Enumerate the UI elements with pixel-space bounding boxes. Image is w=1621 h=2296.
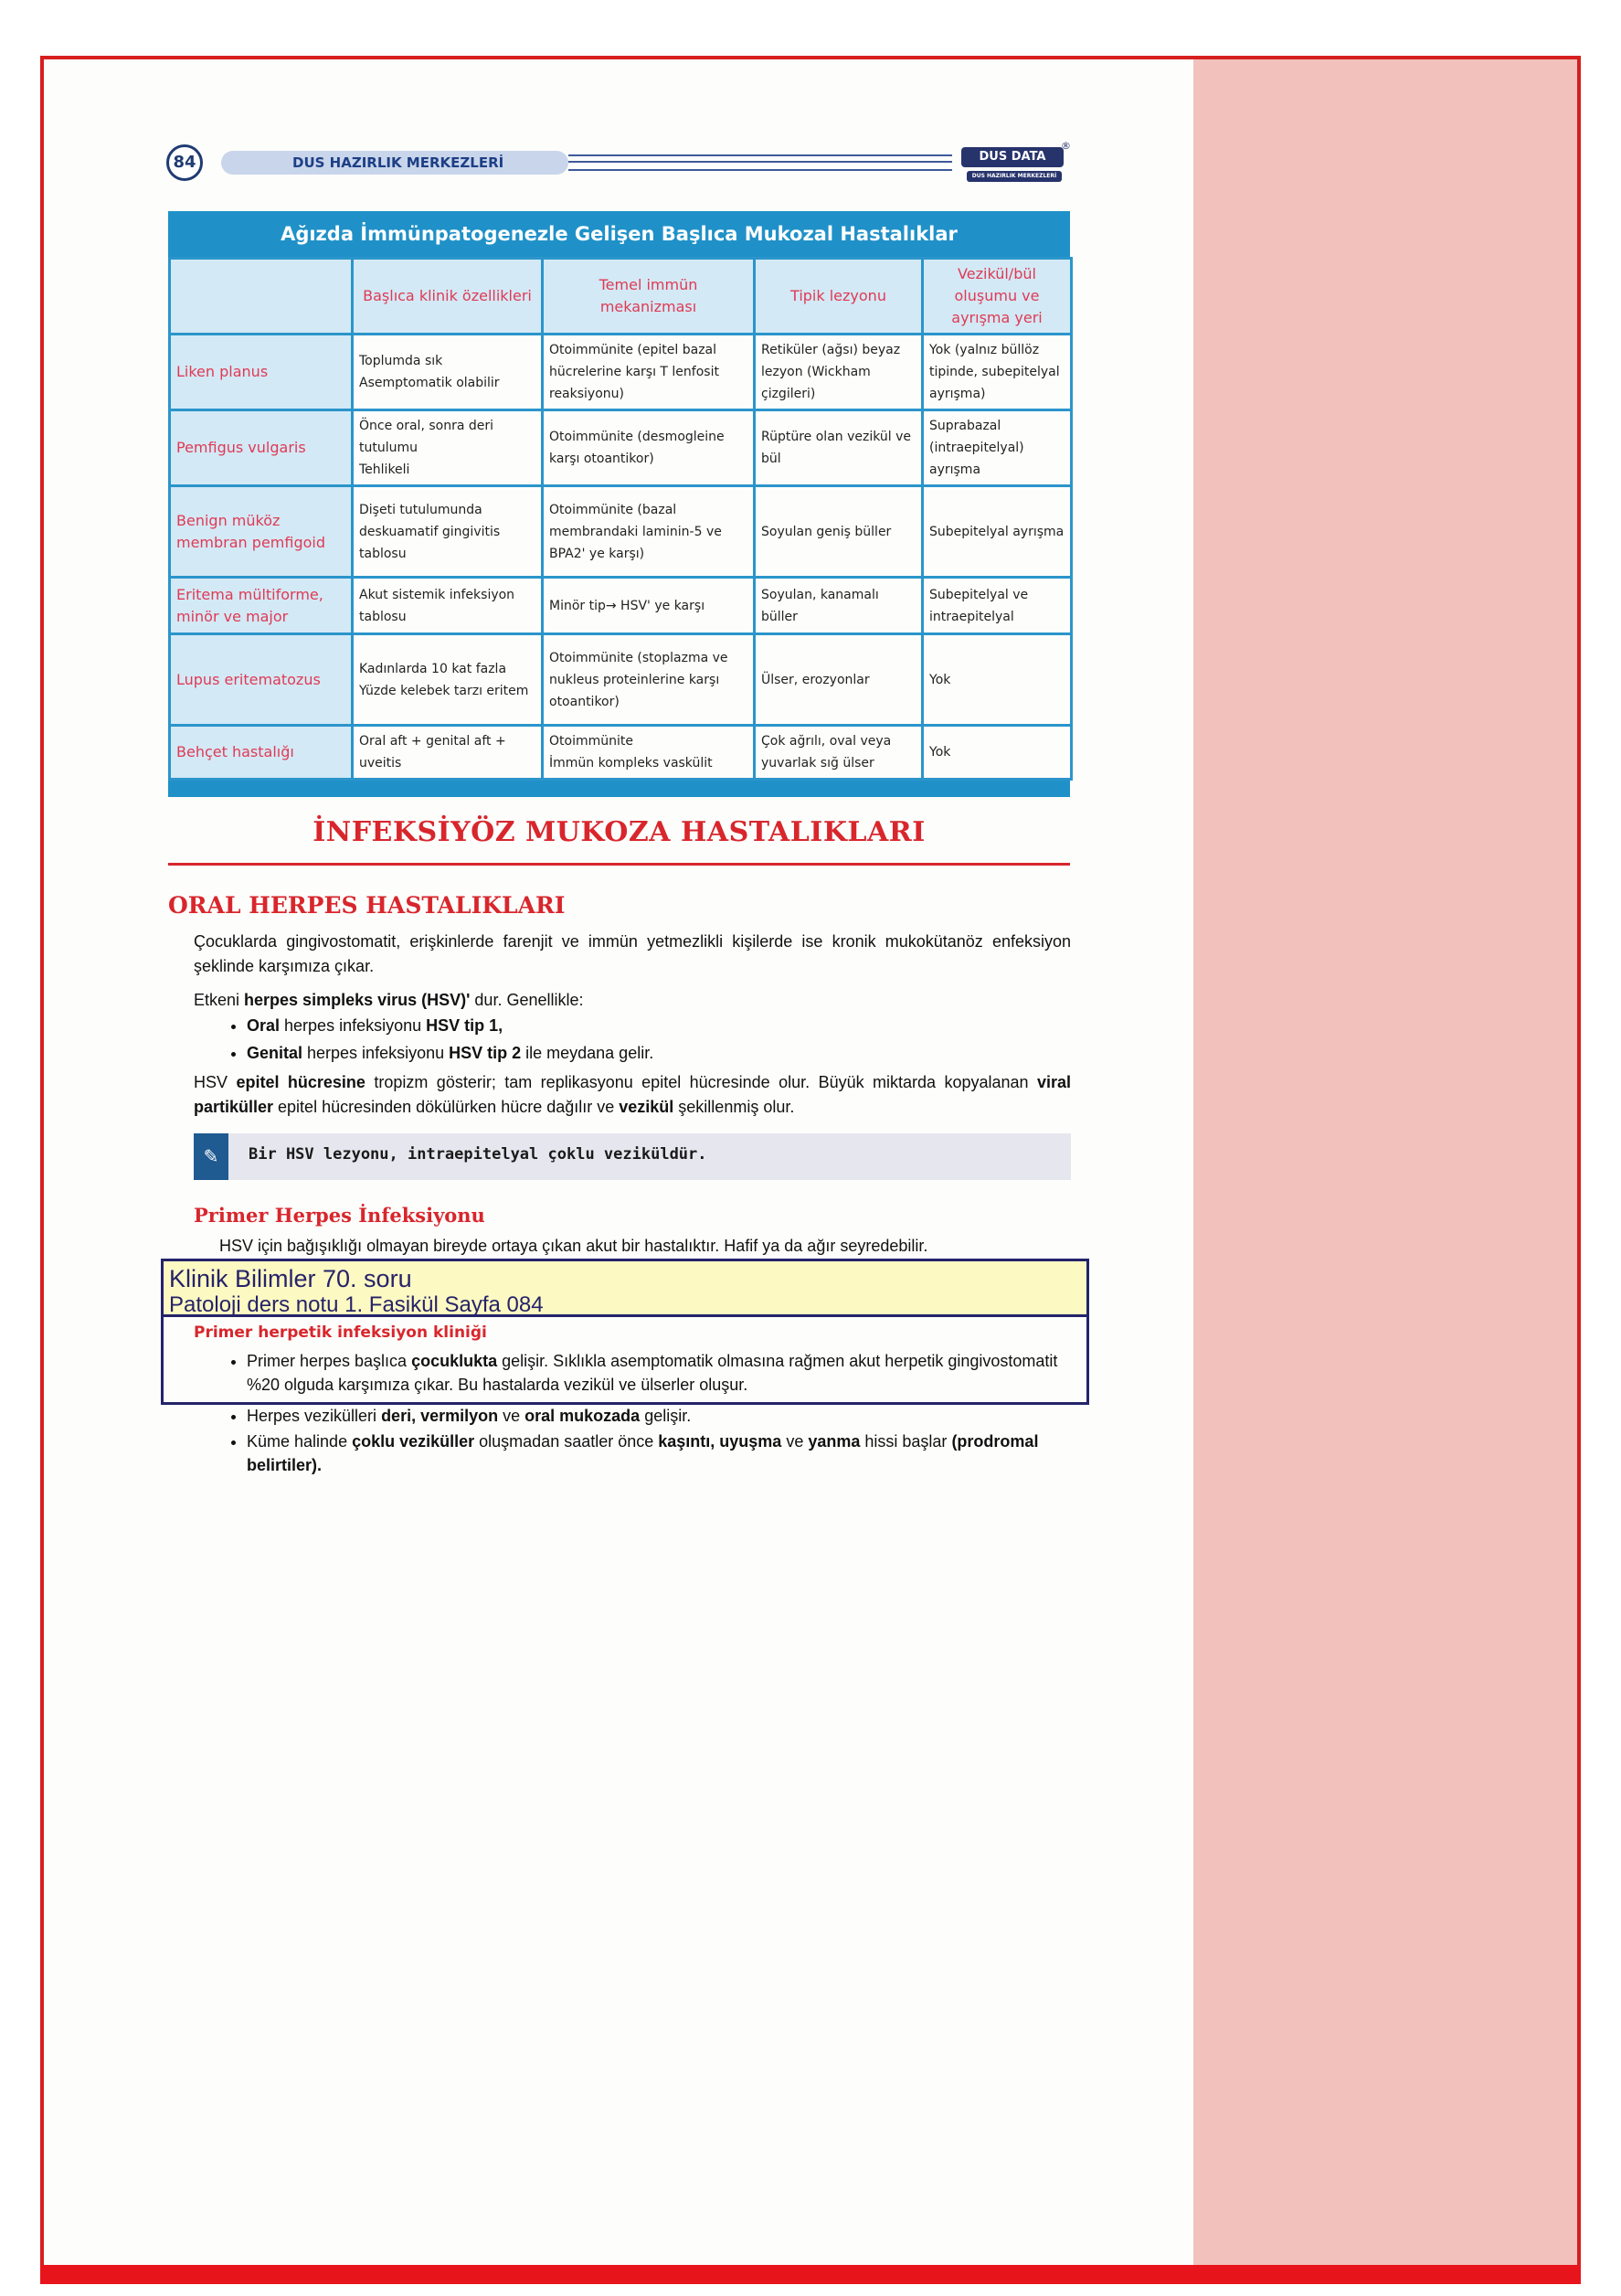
table-cell: Suprabazal (intraepitelyal) ayrışma <box>923 410 1072 486</box>
row-header-cell: Benign müköz membran pemfigoid <box>170 486 353 578</box>
table-row <box>170 726 1072 780</box>
text-span: Primer herpes başlıca <box>247 1352 412 1370</box>
note-text: Bir HSV lezyonu, intraepitelyal çoklu veziküldür. <box>249 1145 707 1164</box>
row-header-cell: Liken planus <box>170 335 353 410</box>
table-header-row <box>170 259 1072 335</box>
dusdata-logo <box>961 140 1071 187</box>
table-title: Ağızda İmmünpatogenezle Gelişen Başlıca Mukozal Hastalıklar <box>168 211 1070 257</box>
text-span: hissi başlar <box>860 1432 952 1451</box>
table-cell: Subepitelyal ayrışma <box>923 486 1072 578</box>
bold-span: viral partiküller <box>194 1073 1072 1116</box>
note-box <box>194 1133 1071 1180</box>
table-grid <box>168 257 1073 781</box>
etken-paragraph <box>194 988 1071 1013</box>
bold-span: oral mukozada <box>524 1407 641 1425</box>
table-cell: Yok <box>923 634 1072 726</box>
bold-span: epitel hücresine <box>236 1073 366 1091</box>
hsv-type-list <box>223 1012 1095 1067</box>
row-header-cell: Pemfigus vulgaris <box>170 410 353 486</box>
table-cell: Retiküler (ağsı) beyaz lezyon (Wickham çizgileri) <box>755 335 923 410</box>
table-cell: Otoimmünite (epitel bazal hücrelerine karşı T lenfosit reaksiyonu) <box>543 335 755 410</box>
klinik-heading: Primer herpetik infeksiyon kliniği <box>194 1323 487 1342</box>
list-item <box>247 1402 1095 1430</box>
table-cell: Rüptüre olan vezikül ve bül <box>755 410 923 486</box>
overlay-line1: Klinik Bilimler 70. soru <box>169 1265 412 1292</box>
table-cell: Subepitelyal ve intraepitelyal <box>923 578 1072 634</box>
table-cell: Dişeti tutulumunda deskuamatif gingivitis tablosu <box>353 486 543 578</box>
reference-overlay <box>161 1259 1089 1317</box>
list-item <box>247 1039 1095 1067</box>
logo-subtext: DUS HAZIRLIK MERKEZLERİ <box>967 171 1062 182</box>
registered-icon: ® <box>1061 140 1071 152</box>
disease-table <box>168 211 1070 797</box>
text-span: herpes infeksiyonu <box>280 1016 427 1035</box>
table-row <box>170 335 1072 410</box>
table-header-cell: Temel immün mekanizması <box>543 259 755 335</box>
bottom-bar <box>40 2265 1581 2284</box>
main-heading: İNFEKSİYÖZ MUKOZA HASTALIKLARI <box>313 816 926 848</box>
bold-span: deri, vermilyon <box>381 1407 499 1425</box>
text-span: Etkeni <box>194 991 245 1009</box>
text-span: ve <box>498 1407 525 1425</box>
table-cell: Otoimmünite (stoplazma ve nukleus proteinlerine karşı otoantikor) <box>543 634 755 726</box>
text-span: Küme halinde <box>247 1432 353 1451</box>
table-header-cell: Tipik lezyonu <box>755 259 923 335</box>
bold-span: kaşıntı, uyuşma <box>658 1432 782 1451</box>
text-span: epitel hücresinden dökülürken hücre dağılır ve <box>273 1098 620 1116</box>
text-span: tropizm gösterir; tam replikasyonu epitel hücresinde olur. Büyük miktarda kopyalanan <box>365 1073 1037 1091</box>
bold-span: vezikül <box>619 1098 674 1116</box>
side-panel <box>1193 59 1577 2265</box>
intro-paragraph: Çocuklarda gingivostomatit, erişkinlerde farenjit ve immün yetmezlikli kişilerde ise kronik mukokütanöz enfeksiyon şeklinde karşımıza çıkar. <box>194 932 1071 975</box>
table-cell: Akut sistemik infeksiyon tablosu <box>353 578 543 634</box>
table-header-cell: Vezikül/bül oluşumu ve ayrışma yeri <box>923 259 1072 335</box>
row-header-cell: Behçet hastalığı <box>170 726 353 780</box>
clinic-list <box>223 1349 1095 1477</box>
sub-heading: ORAL HERPES HASTALIKLARI <box>168 892 566 919</box>
primer-paragraph: HSV için bağışıklığı olmayan bireyde ortaya çıkan akut bir hastalıktır. Hafif ya da ağır seyredebilir. <box>219 1237 928 1255</box>
text-span: HSV <box>194 1073 237 1091</box>
text-span: ve <box>781 1432 809 1451</box>
table-header-cell: Başlıca klinik özellikleri <box>353 259 543 335</box>
text-span: Herpes vezikülleri <box>247 1407 382 1425</box>
text-span: herpes infeksiyonu <box>302 1044 450 1062</box>
text-span: gelişir. <box>640 1407 692 1425</box>
table-row <box>170 486 1072 578</box>
bold-span: Oral <box>247 1016 281 1035</box>
table-footer-bar <box>168 781 1070 797</box>
pen-icon: ✎ <box>194 1133 228 1180</box>
bold-span: HSV tip 1, <box>426 1016 503 1035</box>
header-title: DUS HAZIRLIK MERKEZLERİ <box>292 154 504 171</box>
primer-heading: Primer Herpes İnfeksiyonu <box>194 1204 485 1227</box>
table-cell: Ülser, erozyonlar <box>755 634 923 726</box>
heading-rule <box>168 863 1070 866</box>
page-number: 84 <box>166 144 203 181</box>
list-item <box>247 1430 1095 1477</box>
table-header-cell <box>170 259 353 335</box>
table-cell: Otoimmünite (bazal membrandaki laminin-5 ve BPA2' ye karşı) <box>543 486 755 578</box>
table-cell: Önce oral, sonra deri tutulumu Tehlikeli <box>353 410 543 486</box>
bold-span: HSV tip 2 <box>449 1044 522 1062</box>
bold-span: Genital <box>247 1044 303 1062</box>
tropism-paragraph <box>194 1070 1071 1120</box>
bold-span: çoklu veziküller <box>352 1432 475 1451</box>
text-span: oluşmadan saatler önce <box>474 1432 659 1451</box>
table-cell: Kadınlarda 10 kat fazla Yüzde kelebek tarzı eritem <box>353 634 543 726</box>
text-span: gelişir. Sıklıkla asemptomatik olmasına rağmen akut herpetik gingivostomatit %20 olguda karşımıza çıkar. Bu hastalarda vezikül ve ülserler oluşur. <box>247 1352 1058 1394</box>
bold-span: (prodromal belirtiler). <box>247 1432 1039 1474</box>
table-cell: Toplumda sık Asemptomatik olabilir <box>353 335 543 410</box>
text-span: dur. Genellikle: <box>470 991 584 1009</box>
table-cell: Çok ağrılı, oval veya yuvarlak sığ ülser <box>755 726 923 780</box>
header-rule <box>568 154 952 171</box>
page-header <box>166 140 1071 186</box>
table-cell: Yok <box>923 726 1072 780</box>
bold-span: yanma <box>808 1432 861 1451</box>
table-cell: Otoimmünite İmmün kompleks vaskülit <box>543 726 755 780</box>
table-cell: Yok (yalnız büllöz tipinde, subepitelyal ayrışma) <box>923 335 1072 410</box>
row-header-cell: Lupus eritematozus <box>170 634 353 726</box>
text-span: ile meydana gelir. <box>521 1044 654 1062</box>
list-item <box>247 1349 1095 1397</box>
row-header-cell: Eritema mültiforme, minör ve major <box>170 578 353 634</box>
text-span: şekillenmiş olur. <box>673 1098 795 1116</box>
table-row <box>170 634 1072 726</box>
table-row <box>170 410 1072 486</box>
table-cell: Soyulan geniş büller <box>755 486 923 578</box>
table-cell: Soyulan, kanamalı büller <box>755 578 923 634</box>
table-row <box>170 578 1072 634</box>
overlay-line2: Patoloji ders notu 1. Fasikül Sayfa 084 <box>169 1292 544 1317</box>
list-item <box>247 1012 1095 1039</box>
bold-span: çocuklukta <box>411 1352 498 1370</box>
table-cell: Otoimmünite (desmogleine karşı otoantikor) <box>543 410 755 486</box>
table-cell: Minör tip→ HSV' ye karşı <box>543 578 755 634</box>
table-cell: Oral aft + genital aft + uveitis <box>353 726 543 780</box>
logo-text: DUS DATA <box>961 147 1064 167</box>
bold-span: herpes simpleks virus (HSV)' <box>244 991 471 1009</box>
